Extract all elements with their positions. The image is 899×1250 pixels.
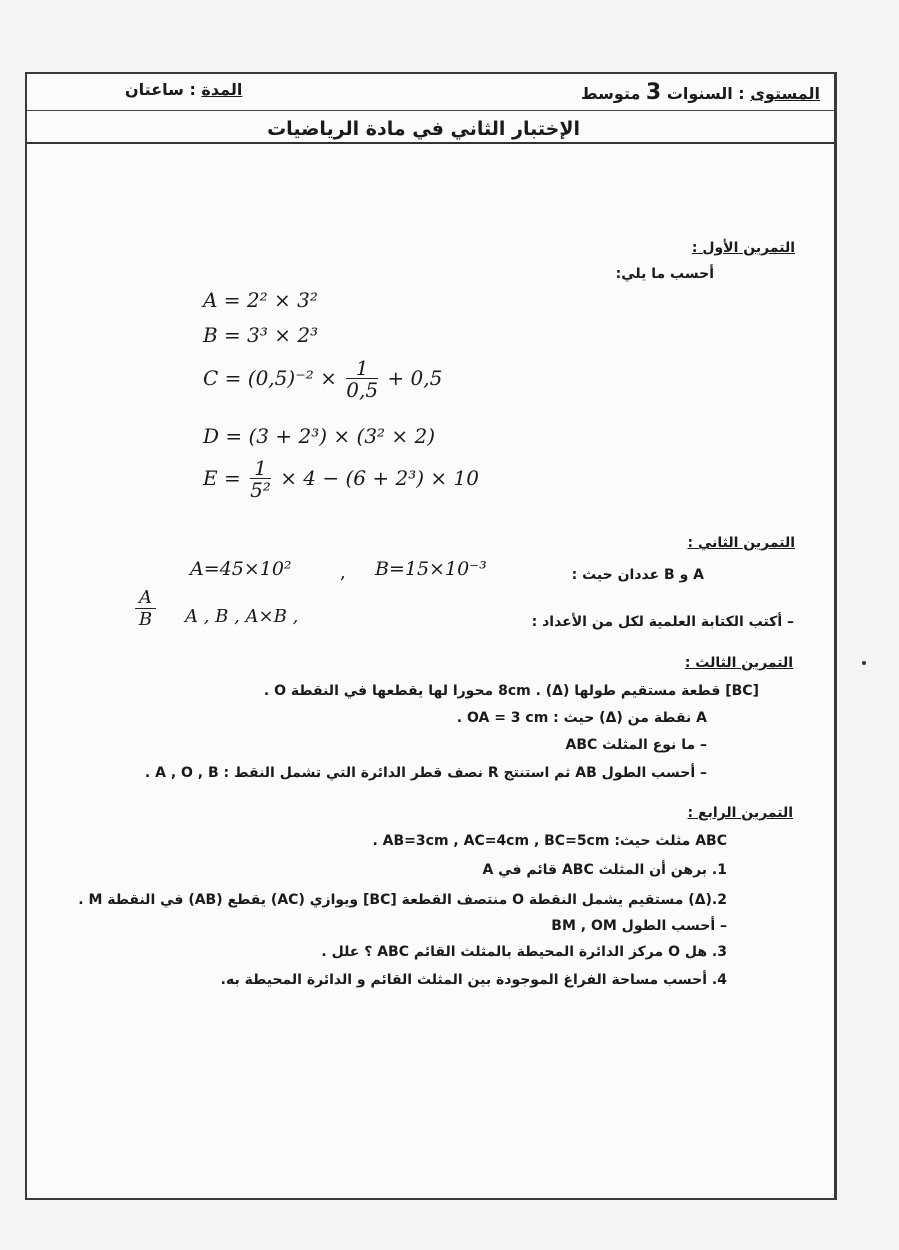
- ex4-line1: ABC مثلث حيث: AB=3cm , AC=4cm , BC=5cm .: [372, 833, 727, 849]
- ex2-fraction: [135, 588, 156, 631]
- ex2-frac-num: A: [135, 588, 156, 609]
- expr-E-den: 5²: [250, 478, 271, 502]
- ex4-title: التمرين الرابع :: [687, 805, 793, 821]
- exam-header: [27, 74, 834, 144]
- ex3-line3: – ما نوع المثلث ABC: [565, 737, 707, 753]
- expr-C-fraction: [346, 358, 378, 401]
- ex4-line4: – أحسب الطول BM , OM: [551, 918, 727, 934]
- scan-speck: [862, 661, 866, 665]
- expr-C-den: 0,5: [346, 378, 379, 402]
- expr-C: [203, 358, 442, 401]
- ex2-intro: A و B عددان حيث :: [571, 567, 704, 583]
- duration-value: : ساعتان: [125, 80, 202, 99]
- duration-label: المدة: [201, 80, 243, 99]
- level-number: 3: [645, 80, 662, 105]
- ex2-frac-den: B: [138, 609, 153, 630]
- ex3-line1: [BC] قطعة مستقيم طولها 8cm . (Δ) محورا لها يقطعها في النقطة O .: [263, 683, 759, 699]
- expr-C-num: 1: [346, 358, 378, 379]
- expr-E-fraction: [250, 458, 271, 501]
- expr-E-num: 1: [250, 458, 271, 479]
- ex2-title: التمرين الثاني :: [687, 535, 795, 551]
- expr-A: A = 2² × 3²: [203, 288, 318, 312]
- level-label: المستوى: [750, 84, 820, 103]
- expr-D: D = (3 + 2³) × (3² × 2): [203, 424, 436, 448]
- ex2-number-list: A , B , A×B ,: [185, 606, 299, 627]
- ex2-comma: ,: [340, 562, 346, 583]
- ex3-title: التمرين الثالث :: [684, 655, 793, 671]
- ex4-line5: 3. هل O مركز الدائرة المحيطة بالمثلث القائم ABC ؟ علل .: [321, 944, 727, 960]
- ex2-task: – أكتب الكتابة العلمية لكل من الأعداد :: [531, 614, 794, 630]
- duration-info: [125, 80, 242, 99]
- ex3-line2: A نقطة من (Δ) حيث : OA = 3 cm .: [456, 710, 707, 726]
- ex4-line2: 1. برهن أن المثلث ABC قائم في A: [482, 862, 727, 878]
- ex1-title: التمرين الأول :: [691, 240, 795, 256]
- expr-E-left: E =: [203, 466, 241, 490]
- ex4-line6: 4. أحسب مساحة الفراغ الموجودة بين المثلث القائم و الدائرة المحيطة به.: [220, 972, 727, 988]
- expr-C-right: + 0,5: [387, 366, 443, 390]
- ex4-line3: 2.(Δ) مستقيم يشمل النقطة O منتصف القطعة [BC] ويوازي (AC) يقطع (AB) في النقطة M .: [78, 892, 727, 908]
- exam-title: الإختبار الثاني في مادة الرياضيات: [267, 118, 580, 140]
- level-info: [581, 80, 820, 105]
- expr-B: B = 3³ × 2³: [203, 323, 319, 347]
- expr-E: [203, 458, 479, 501]
- level-suffix: متوسط: [581, 84, 646, 103]
- expr-E-right: × 4 − (6 + 2³) × 10: [280, 466, 479, 490]
- expr-C-left: C = (0,5)⁻² ×: [203, 366, 337, 390]
- ex3-line4: – أحسب الطول AB ثم استنتج R نصف قطر الدائرة التي تشمل النقط : A , O , B .: [144, 765, 707, 781]
- ex2-B-def: B=15×10⁻³: [375, 558, 487, 580]
- ex2-A-def: A=45×10²: [190, 558, 292, 580]
- ex1-instruction: أحسب ما يلي:: [615, 266, 714, 282]
- level-colon: :: [732, 84, 751, 103]
- level-text: السنوات: [666, 84, 733, 103]
